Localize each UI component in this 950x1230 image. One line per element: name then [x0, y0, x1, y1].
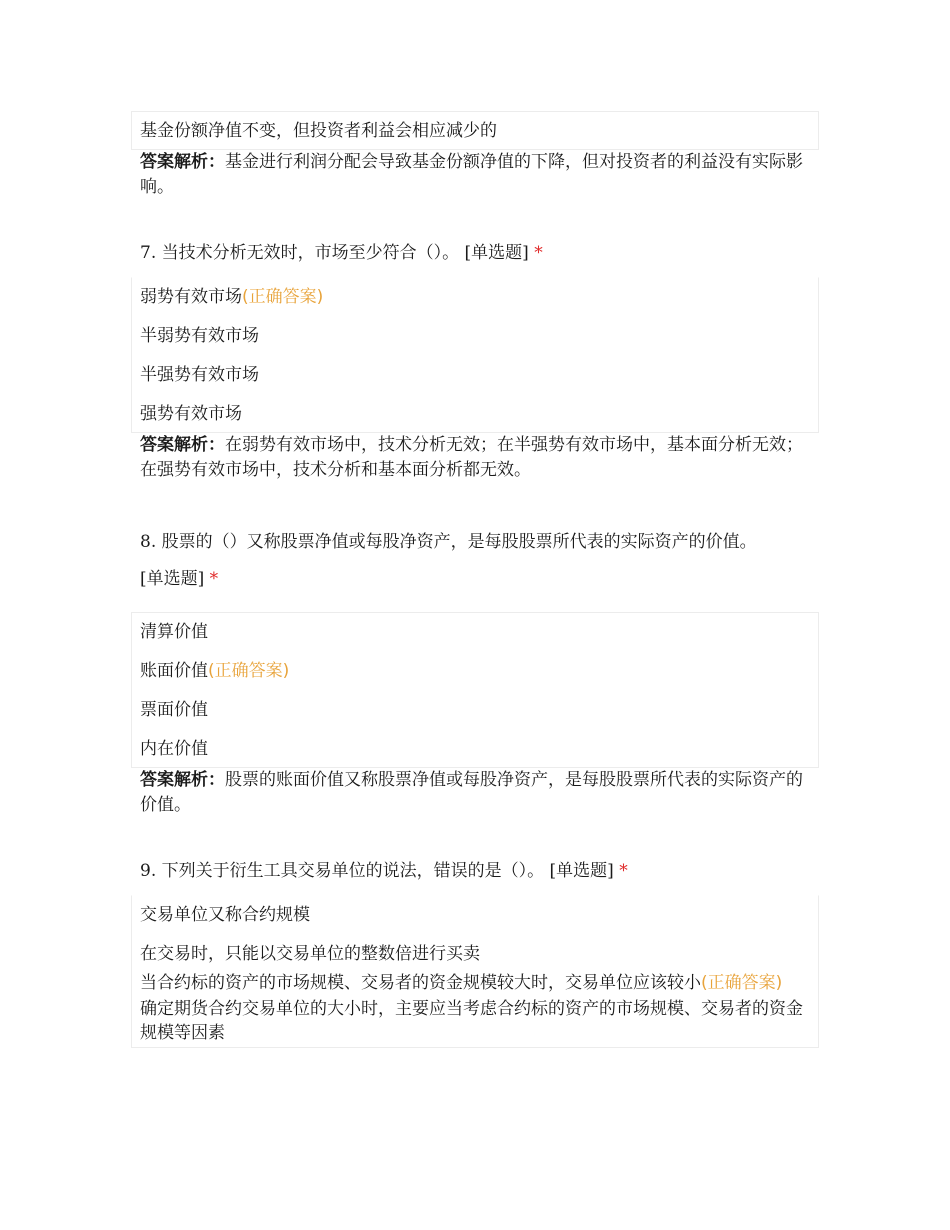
analysis-label: 答案解析：: [140, 152, 225, 172]
q8-option-a[interactable]: [140, 613, 810, 652]
option-text: 半强势有效市场: [140, 365, 259, 385]
q7-option-b[interactable]: [140, 317, 810, 356]
option-text: 账面价值: [140, 661, 208, 681]
q6-analysis: [131, 150, 811, 200]
analysis-label: 答案解析：: [140, 770, 225, 790]
q9-options-box: [131, 895, 819, 1048]
option-text: 基金份额净值不变，但投资者利益会相应减少的: [140, 121, 497, 141]
question-text: 股票的（）又称股票净值或每股净资产，是每股股票所代表的实际资产的价值。: [161, 532, 757, 552]
analysis-text: 基金进行利润分配会导致基金份额净值的下降，但对投资者的利益没有实际影响。: [140, 152, 803, 197]
option-text: 确定期货合约交易单位的大小时，主要应当考虑合约标的资产的市场规模、交易者的资金规模等因素: [140, 999, 803, 1043]
option-text: 当合约标的资产的市场规模、交易者的资金规模较大时，交易单位应该较小: [140, 973, 701, 993]
q6-option-d[interactable]: [140, 112, 810, 149]
question-number: 7.: [140, 243, 157, 263]
q7-option-c[interactable]: [140, 356, 810, 395]
question-type: [单选题]: [140, 569, 205, 589]
q9-option-a[interactable]: [140, 896, 810, 935]
required-mark: *: [534, 243, 543, 263]
question-type: [单选题]: [549, 861, 614, 881]
required-mark: *: [209, 569, 219, 589]
analysis-text: 股票的账面价值又称股票净值或每股净资产，是每股股票所代表的实际资产的价值。: [140, 770, 803, 815]
option-text: 半弱势有效市场: [140, 326, 259, 346]
analysis-label: 答案解析：: [140, 435, 225, 455]
question-number: 8.: [140, 532, 157, 552]
option-text: 在交易时，只能以交易单位的整数倍进行买卖: [140, 944, 480, 964]
q7-analysis: [131, 433, 811, 483]
question-type: [单选题]: [464, 243, 529, 263]
q9-question: [131, 859, 819, 883]
q8-analysis: [131, 768, 811, 818]
q9-option-d[interactable]: [140, 996, 810, 1047]
q8-question: [131, 524, 819, 598]
option-text: 交易单位又称合约规模: [140, 905, 310, 925]
option-text: 强势有效市场: [140, 404, 242, 424]
correct-answer-label: (正确答案): [701, 973, 783, 993]
quiz-page: [131, 111, 819, 1048]
analysis-text: 在弱势有效市场中，技术分析无效；在半强势有效市场中，基本面分析无效；在强势有效市场中，技术分析和基本面分析都无效。: [140, 435, 803, 480]
correct-answer-label: (正确答案): [208, 661, 290, 681]
q7-question: [131, 241, 819, 265]
q8-option-c[interactable]: [140, 691, 810, 730]
question-text: 下列关于衍生工具交易单位的说法，错误的是（）。: [161, 861, 545, 881]
required-mark: *: [619, 861, 628, 881]
q7-options-box: [131, 277, 819, 433]
q9-option-c[interactable]: [140, 970, 810, 996]
option-text: 内在价值: [140, 739, 208, 759]
q8-option-d[interactable]: [140, 730, 810, 767]
q8-options-box: [131, 612, 819, 768]
q8-option-b[interactable]: [140, 652, 810, 691]
q6-options-box: [131, 111, 819, 150]
q7-option-d[interactable]: [140, 395, 810, 432]
q7-option-a[interactable]: [140, 278, 810, 317]
correct-answer-label: (正确答案): [242, 287, 324, 307]
q9-option-b[interactable]: [140, 935, 810, 970]
option-text: 清算价值: [140, 622, 208, 642]
option-text: 票面价值: [140, 700, 208, 720]
question-text: 当技术分析无效时，市场至少符合（）。: [161, 243, 460, 263]
question-number: 9.: [140, 861, 157, 881]
option-text: 弱势有效市场: [140, 287, 242, 307]
